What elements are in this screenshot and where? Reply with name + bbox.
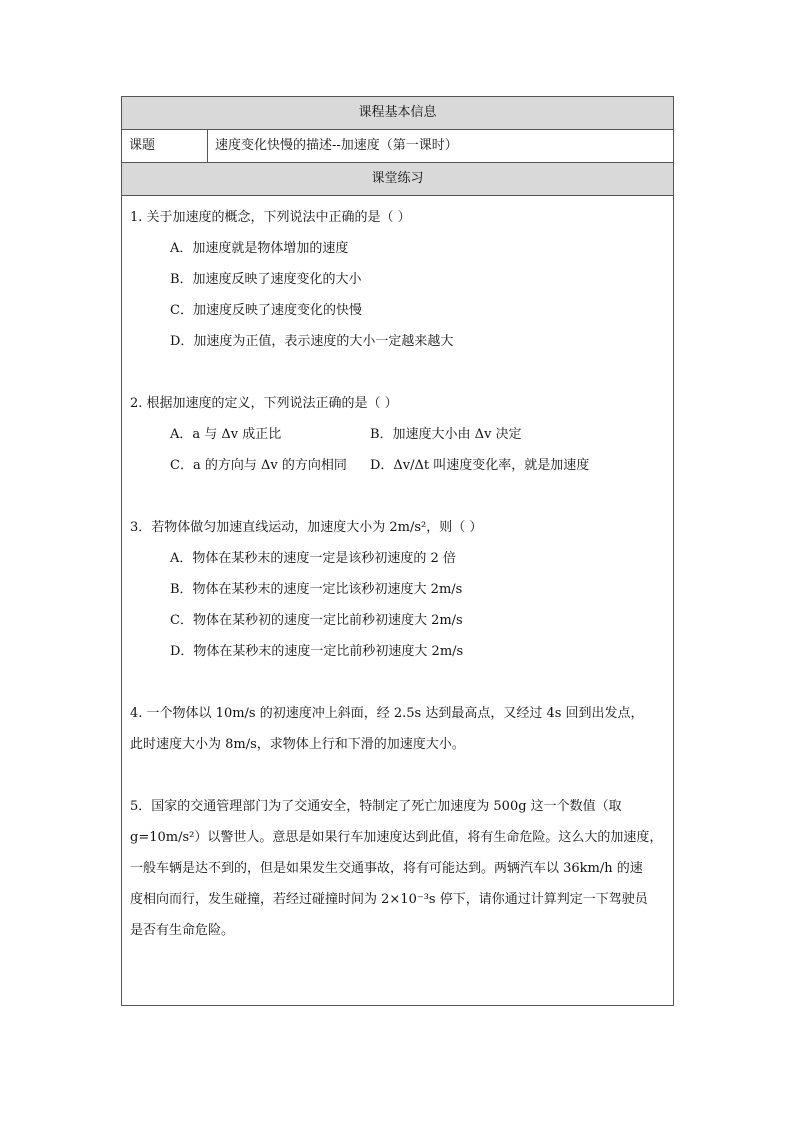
q3-option-b: B．物体在某秒末的速度一定比该秒初速度大 2m/s [170,582,463,597]
lesson-table [121,96,674,1006]
q3-option-c: C．物体在某秒初的速度一定比前秒初速度大 2m/s [170,613,463,628]
practice-header: 课堂练习 [122,163,673,196]
q2-option-a: A．a 与 Δv 成正比 [170,427,282,442]
q2-stem: 2. 根据加速度的定义，下列说法正确的是（ ） [130,396,398,411]
topic-value: 速度变化快慢的描述--加速度（第一课时） [215,138,458,153]
q5-line-2: g=10m/s²）以警世人。意思是如果行车加速度达到此值，将有生命危险。这么大的加速度， [130,830,663,845]
q2-options-row-1 [130,419,667,450]
q1-stem: 1. 关于加速度的概念，下列说法中正确的是（ ） [130,210,411,225]
exercise-body [122,196,673,946]
q2-option-d: D．Δv/Δt 叫速度变化率，就是加速度 [370,458,590,473]
q1-option-c: C．加速度反映了速度变化的快慢 [170,303,362,318]
q5-line-5: 是否有生命危险。 [130,923,235,938]
q2-option-b: B．加速度大小由 Δv 决定 [370,427,522,442]
q5-line-1: 5．国家的交通管理部门为了交通安全，特制定了死亡加速度为 500g 这一个数值（取 [130,799,622,814]
q4-line-2: 此时速度大小为 8m/s，求物体上行和下滑的加速度大小。 [130,737,465,752]
q5-line-3: 一般车辆是达不到的，但是如果发生交通事故，将有可能达到。两辆汽车以 36km/h 的速 [130,861,643,876]
q2-option-c: C．a 的方向与 Δv 的方向相同 [170,458,347,473]
q1-option-b: B．加速度反映了速度变化的大小 [170,272,362,287]
info-header: 课程基本信息 [122,97,673,130]
q3-option-a: A．物体在某秒末的速度一定是该秒初速度的 2 倍 [170,551,456,566]
q1-option-d: D．加速度为正值，表示速度的大小一定越来越大 [170,334,454,349]
q5-line-4: 度相向而行，发生碰撞，若经过碰撞时间为 2×10⁻³s 停下，请你通过计算判定一下驾驶员 [130,892,648,907]
q1-option-a: A．加速度就是物体增加的速度 [170,241,349,256]
q3-option-d: D．物体在某秒末的速度一定比前秒初速度大 2m/s [170,644,464,659]
q2-options-row-2 [130,450,667,481]
q4-line-1: 4. 一个物体以 10m/s 的初速度冲上斜面，经 2.5s 达到最高点，又经过 4s 回到出发点， [130,706,644,721]
topic-row [122,130,673,163]
topic-label: 课题 [122,130,208,162]
q3-stem: 3．若物体做匀加速直线运动，加速度大小为 2m/s²，则（ ） [130,520,483,535]
